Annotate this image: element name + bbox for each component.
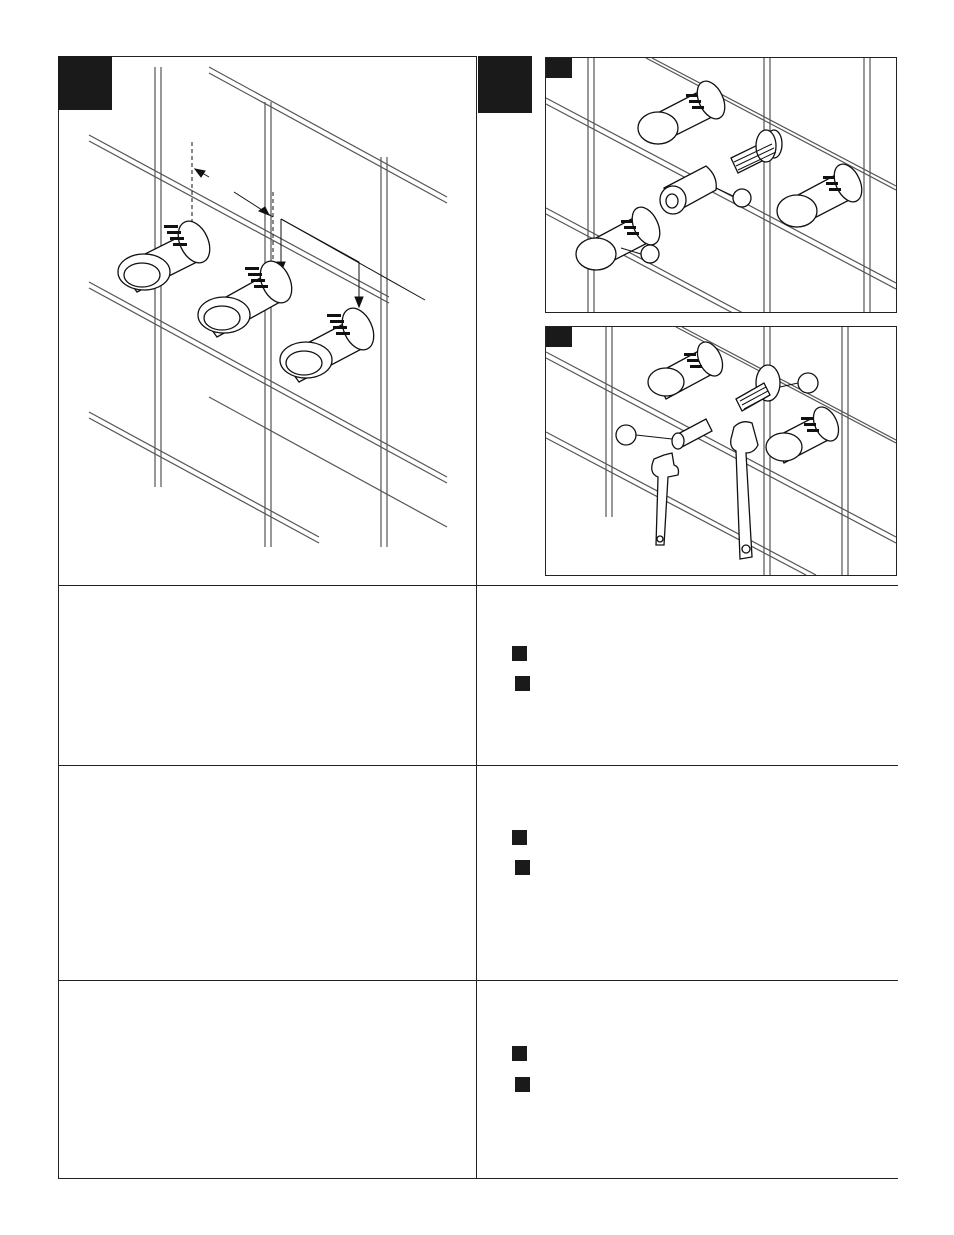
row-3-bullet-b [515,1077,530,1092]
row-2-bullet-b [515,860,530,875]
row-2-bullet-a [512,830,527,845]
page-center-rule [476,56,477,1178]
figure-tag-a [546,58,572,78]
row-3-left-text [70,995,465,1165]
row-divider-2 [58,765,898,766]
row-3-bullet-a [512,1046,527,1061]
page-bottom-rule [58,1178,898,1179]
row-3-right-text [490,995,890,1165]
figure-tag-b [546,327,572,347]
extension-and-nipple-diagram [545,57,897,313]
row-2-right-text [490,780,890,965]
row-1-bullet-a [512,646,527,661]
row-1-right-text [490,600,890,750]
row-divider-3 [58,980,898,981]
row-1-left-text [70,600,465,750]
wall-tile-spacing-diagram [59,57,475,584]
row-1-bullet-b [515,676,530,691]
step-number-block-right [478,56,532,113]
wrench-installation-diagram [545,326,897,576]
row-divider-1 [58,585,898,586]
row-2-left-text [70,780,465,965]
